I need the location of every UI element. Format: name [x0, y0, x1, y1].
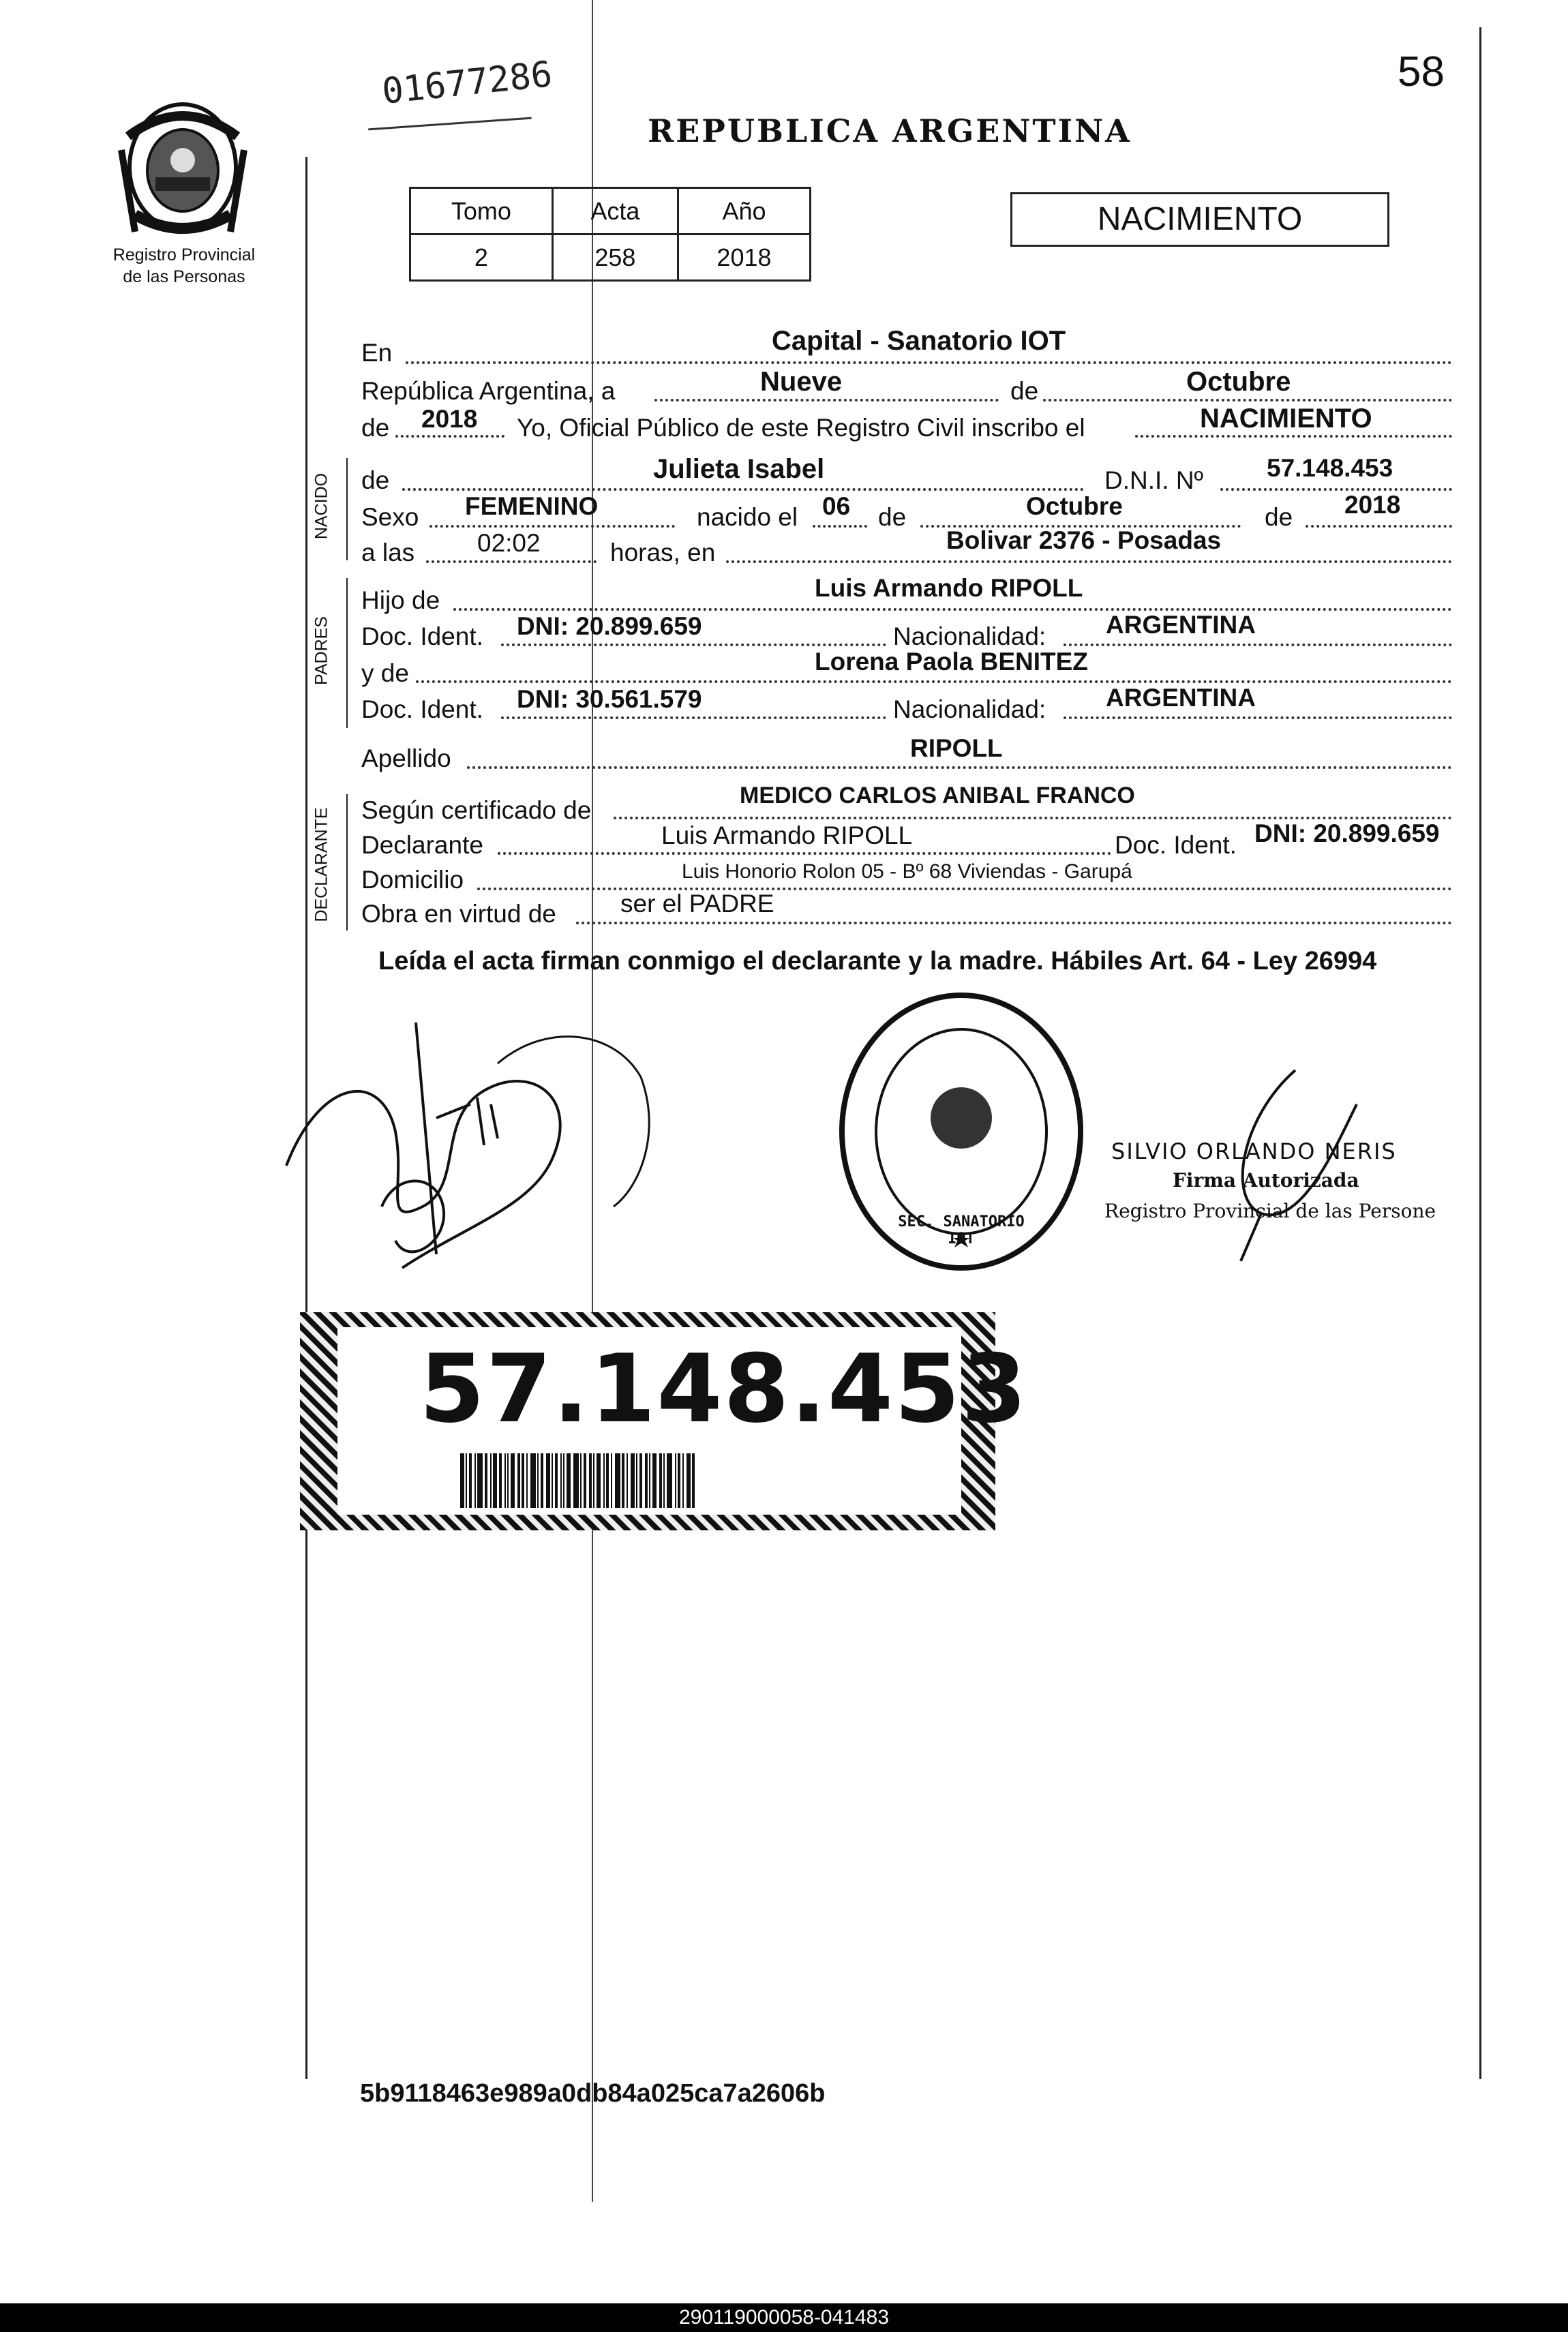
value-apellido: RIPOLL	[910, 734, 1003, 762]
label-de-nac-mes: de	[878, 503, 907, 531]
country-title: REPUBLICA ARGENTINA	[648, 112, 1132, 149]
value-obra: ser el PADRE	[620, 890, 774, 918]
value-nac-anio: 2018	[1344, 491, 1401, 519]
label-domicilio: Domicilio	[361, 866, 464, 894]
label-a-las: a las	[361, 539, 415, 566]
official-signature	[1200, 1063, 1377, 1268]
label-madre-nacionalidad: Nacionalidad:	[893, 695, 1046, 723]
table-header-tomo: Tomo	[410, 188, 553, 234]
dni-barcode	[460, 1453, 842, 1508]
dots-row-4a	[402, 488, 1084, 491]
label-de-mes: de	[1010, 377, 1039, 405]
label-dni: D.N.I. Nº	[1104, 466, 1204, 494]
dots-row-11	[467, 766, 1452, 769]
nacido-bracket	[346, 458, 348, 560]
label-apellido: Apellido	[361, 744, 451, 772]
page-number: 58	[1398, 48, 1445, 95]
act-type-box: NACIMIENTO	[1010, 192, 1389, 247]
province-logo	[115, 95, 251, 239]
label-sexo: Sexo	[361, 503, 419, 531]
label-declarante: Declarante	[361, 831, 483, 859]
table-header-anio: Año	[678, 188, 810, 234]
value-sexo: FEMENINO	[465, 492, 599, 520]
seal-inner-text: SEC. SANATORIO IOT	[898, 1213, 1025, 1247]
document-hash: 5b9118463e989a0db84a025ca7a2606b	[360, 2079, 826, 2108]
value-anio: 2018	[421, 405, 478, 433]
label-certificado: Según certificado de	[361, 796, 592, 824]
value-lugar-nac: Bolivar 2376 - Posadas	[946, 526, 1222, 554]
dots-row-8a	[501, 643, 886, 646]
label-de-nac-anio: de	[1265, 503, 1293, 531]
table-value-anio: 2018	[678, 234, 810, 281]
dots-row-8b	[1064, 643, 1452, 646]
value-domicilio: Luis Honorio Rolon 05 - Bº 68 Viviendas - Garupá	[682, 860, 1132, 883]
label-republica: República Argentina, a	[361, 377, 616, 405]
dots-row-1	[406, 361, 1452, 364]
dni-label-number: 57.148.453	[419, 1334, 1029, 1444]
dots-row-10a	[501, 716, 886, 719]
coat-of-arms-icon	[115, 95, 251, 239]
footer-code: 290119000058-041483	[678, 2306, 890, 2329]
side-label-padres: PADRES	[312, 616, 331, 685]
value-declarante-doc: DNI: 20.899.659	[1254, 819, 1440, 847]
serial-stamp: 01677286	[380, 54, 554, 112]
dni-label-inner	[337, 1327, 1029, 1515]
dots-row-6b	[726, 560, 1452, 563]
value-lugar: Capital - Sanatorio IOT	[772, 326, 1066, 356]
value-tipo: NACIMIENTO	[1200, 404, 1372, 434]
label-hijo-de: Hijo de	[361, 586, 440, 614]
label-obra: Obra en virtud de	[361, 900, 556, 928]
label-inscribo: Yo, Oficial Público de este Registro Civil inscribo el	[517, 414, 1085, 442]
right-margin-line	[1479, 27, 1481, 2079]
declarante-bracket	[346, 794, 348, 930]
label-madre-doc: Doc. Ident.	[361, 695, 483, 723]
side-label-nacido: NACIDO	[312, 472, 331, 540]
dots-row-2a	[654, 399, 999, 402]
dots-row-9	[416, 680, 1452, 683]
label-padre-doc: Doc. Ident.	[361, 622, 483, 650]
act-number-table	[409, 187, 811, 282]
value-nac-mes: Octubre	[1026, 492, 1123, 520]
registry-name-line1: Registro Provincial	[112, 245, 256, 264]
value-padre-doc: DNI: 20.899.659	[517, 612, 702, 640]
serial-stamp-underline	[368, 117, 532, 131]
dots-row-3a	[395, 435, 504, 438]
dots-row-3b	[1135, 435, 1452, 438]
dni-label-sticker	[300, 1312, 1029, 1530]
value-hora: 02:02	[477, 529, 541, 557]
label-de-anio: de	[361, 414, 390, 442]
value-padre: Luis Armando RIPOLL	[815, 574, 1083, 602]
dots-row-5a	[429, 525, 675, 528]
value-madre-doc: DNI: 30.561.579	[517, 685, 702, 713]
official-name: SILVIO ORLANDO NERIS	[1111, 1138, 1397, 1164]
value-padre-nac: ARGENTINA	[1106, 611, 1256, 639]
padres-bracket	[346, 578, 348, 728]
dots-row-4b	[1220, 488, 1452, 491]
side-label-declarante: DECLARANTE	[312, 807, 331, 922]
value-certificado: MEDICO CARLOS ANIBAL FRANCO	[740, 783, 1135, 808]
value-dia: Nueve	[760, 367, 843, 397]
footer-bar	[0, 2303, 1568, 2332]
dots-row-10b	[1064, 716, 1452, 719]
dots-row-6a	[426, 560, 597, 563]
label-nacido-el: nacido el	[697, 503, 798, 531]
closing-text: Leída el acta firman conmigo el declarante y la madre. Hábiles Art. 64 - Ley 26994	[378, 947, 1377, 975]
official-org: Registro Provincial de las Persone	[1104, 1200, 1436, 1222]
dots-row-5b	[813, 525, 867, 528]
label-horas-en: horas, en	[610, 539, 716, 566]
label-declarante-doc: Doc. Ident.	[1115, 831, 1237, 859]
value-declarante: Luis Armando RIPOLL	[661, 821, 913, 849]
dots-row-7	[453, 608, 1452, 611]
label-y-de: y de	[361, 659, 409, 687]
dots-row-2b	[1043, 399, 1452, 402]
value-madre-nac: ARGENTINA	[1106, 684, 1256, 712]
registry-name-line2: de las Personas	[123, 267, 245, 286]
label-de-nombre: de	[361, 466, 390, 494]
label-padre-nacionalidad: Nacionalidad:	[893, 622, 1046, 650]
dots-row-5d	[1306, 525, 1452, 528]
official-title: Firma Autorizada	[1173, 1169, 1359, 1192]
table-value-tomo: 2	[410, 234, 553, 281]
dots-row-13a	[498, 852, 1111, 855]
dots-row-15	[576, 922, 1452, 924]
value-nombre: Julieta Isabel	[653, 454, 825, 484]
value-madre: Lorena Paola BENITEZ	[815, 648, 1088, 676]
value-nac-dia: 06	[822, 492, 851, 520]
table-value-acta: 258	[552, 234, 678, 281]
value-mes: Octubre	[1186, 367, 1291, 397]
declarant-signature	[259, 982, 668, 1295]
value-dni: 57.148.453	[1267, 454, 1393, 482]
table-header-acta: Acta	[552, 188, 678, 234]
label-en: En	[361, 339, 393, 367]
